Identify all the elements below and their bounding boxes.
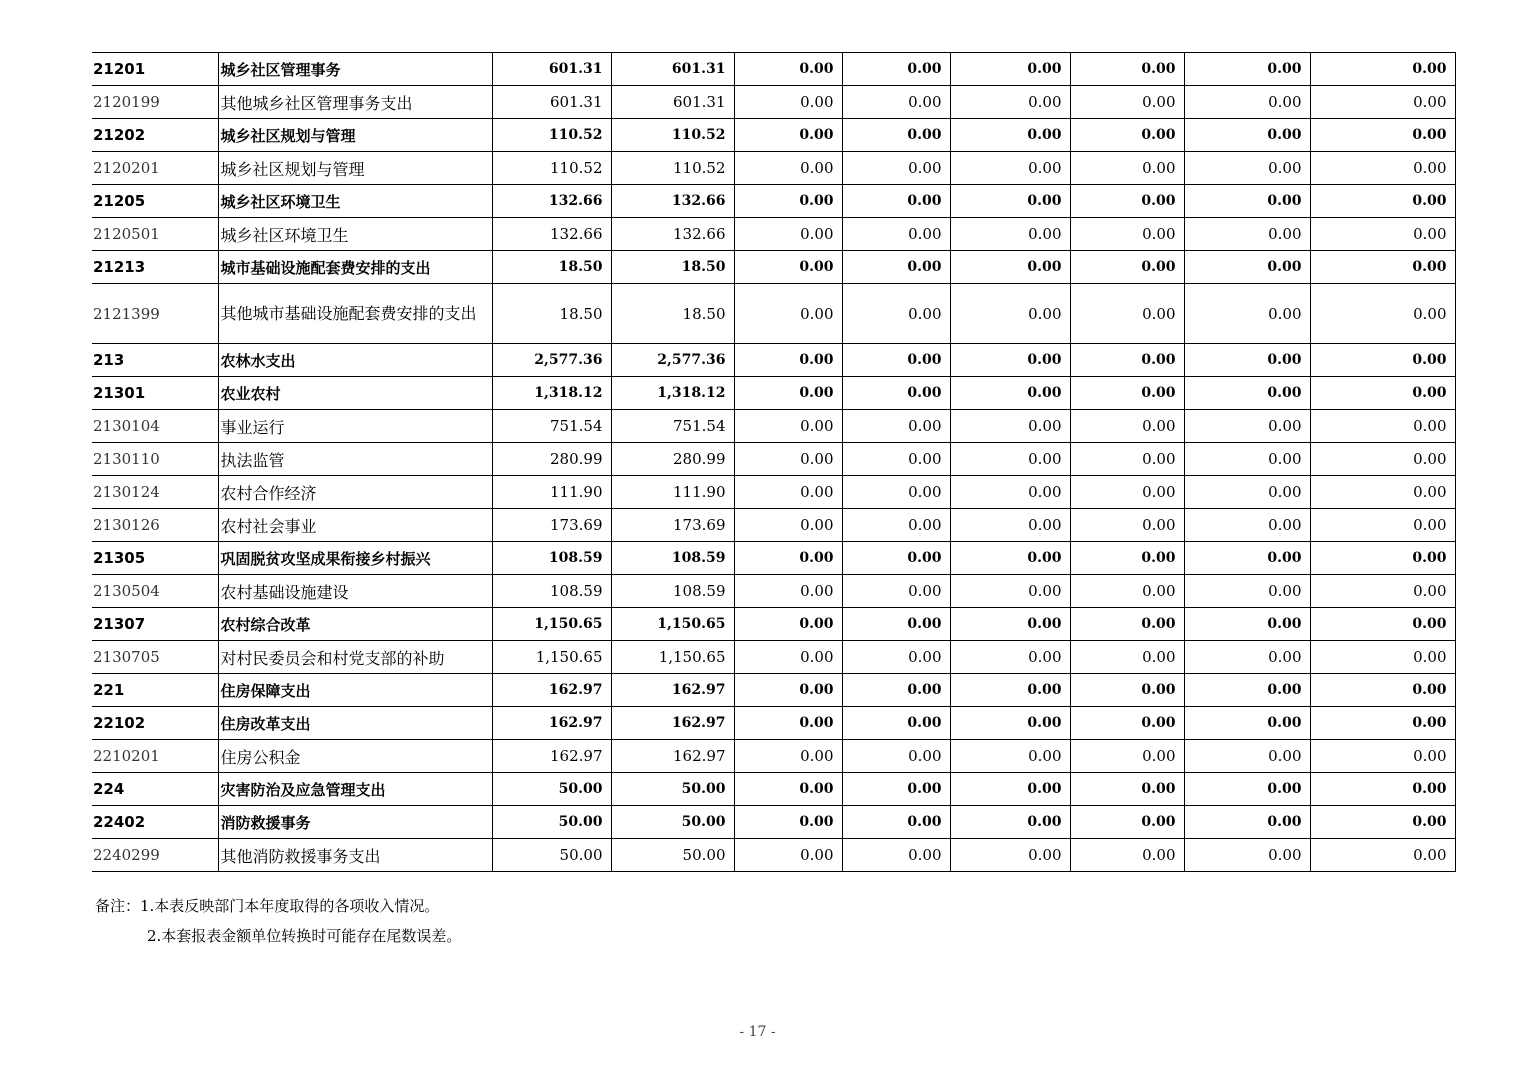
subject-name-cell: 农村综合改革: [218, 608, 492, 641]
subject-code-cell: 2130504: [92, 575, 218, 608]
amount-cell: 0.00: [1310, 608, 1455, 641]
amount-cell: 0.00: [950, 674, 1070, 707]
table-row: [92, 641, 1455, 674]
amount-cell: 0.00: [1070, 443, 1184, 476]
amount-cell: 0.00: [1070, 806, 1184, 839]
amount-cell: 0.00: [1070, 86, 1184, 119]
amount-cell: 110.52: [611, 119, 734, 152]
amount-cell: 0.00: [842, 674, 950, 707]
amount-cell: 0.00: [1070, 284, 1184, 344]
amount-cell: 0.00: [1310, 152, 1455, 185]
amount-cell: 280.99: [611, 443, 734, 476]
table-row: [92, 53, 1455, 86]
amount-cell: 0.00: [1184, 344, 1310, 377]
subject-name-cell: 城乡社区规划与管理: [218, 119, 492, 152]
table-row: [92, 674, 1455, 707]
amount-cell: 18.50: [492, 251, 611, 284]
amount-cell: 0.00: [1184, 185, 1310, 218]
amount-cell: 0.00: [1310, 119, 1455, 152]
subject-name-cell: 农林水支出: [218, 344, 492, 377]
amount-cell: 0.00: [1310, 377, 1455, 410]
amount-cell: 0.00: [950, 707, 1070, 740]
amount-cell: 18.50: [492, 284, 611, 344]
table-row: [92, 509, 1455, 542]
amount-cell: 0.00: [1070, 185, 1184, 218]
subject-code-cell: 2240299: [92, 839, 218, 872]
amount-cell: 0.00: [1184, 284, 1310, 344]
amount-cell: 50.00: [611, 773, 734, 806]
amount-cell: 0.00: [1184, 641, 1310, 674]
amount-cell: 111.90: [611, 476, 734, 509]
amount-cell: 1,150.65: [611, 608, 734, 641]
amount-cell: 0.00: [950, 641, 1070, 674]
table-body: [92, 53, 1455, 872]
amount-cell: 0.00: [950, 119, 1070, 152]
amount-cell: 0.00: [842, 740, 950, 773]
amount-cell: 18.50: [611, 284, 734, 344]
amount-cell: 0.00: [1310, 707, 1455, 740]
amount-cell: 0.00: [950, 443, 1070, 476]
subject-name-cell: 农村社会事业: [218, 509, 492, 542]
amount-cell: 0.00: [734, 284, 842, 344]
amount-cell: 751.54: [492, 410, 611, 443]
amount-cell: 601.31: [492, 86, 611, 119]
amount-cell: 0.00: [734, 152, 842, 185]
amount-cell: 0.00: [1070, 740, 1184, 773]
table-row: [92, 707, 1455, 740]
amount-cell: 0.00: [734, 218, 842, 251]
amount-cell: 0.00: [842, 410, 950, 443]
amount-cell: 0.00: [842, 806, 950, 839]
amount-cell: 0.00: [1070, 839, 1184, 872]
subject-name-cell: 住房公积金: [218, 740, 492, 773]
amount-cell: 110.52: [611, 152, 734, 185]
amount-cell: 0.00: [734, 476, 842, 509]
amount-cell: 0.00: [950, 740, 1070, 773]
amount-cell: 0.00: [734, 806, 842, 839]
table-row: [92, 740, 1455, 773]
amount-cell: 0.00: [1310, 344, 1455, 377]
amount-cell: 0.00: [1310, 443, 1455, 476]
amount-cell: 0.00: [734, 377, 842, 410]
page-number: - 17 -: [739, 1024, 776, 1040]
amount-cell: 0.00: [950, 476, 1070, 509]
subject-code-cell: 2121399: [92, 284, 218, 344]
amount-cell: 0.00: [1184, 608, 1310, 641]
amount-cell: 0.00: [842, 86, 950, 119]
subject-code-cell: 224: [92, 773, 218, 806]
amount-cell: 0.00: [734, 509, 842, 542]
subject-name-cell: 灾害防治及应急管理支出: [218, 773, 492, 806]
amount-cell: 0.00: [950, 575, 1070, 608]
table-row: [92, 410, 1455, 443]
subject-code-cell: 2120201: [92, 152, 218, 185]
amount-cell: 0.00: [1184, 218, 1310, 251]
amount-cell: 0.00: [1070, 218, 1184, 251]
subject-name-cell: 对村民委员会和村党支部的补助: [218, 641, 492, 674]
amount-cell: 0.00: [734, 608, 842, 641]
amount-cell: 0.00: [842, 251, 950, 284]
amount-cell: 108.59: [492, 542, 611, 575]
amount-cell: 0.00: [1070, 773, 1184, 806]
amount-cell: 132.66: [611, 185, 734, 218]
subject-code-cell: 2130126: [92, 509, 218, 542]
subject-code-cell: 21202: [92, 119, 218, 152]
subject-code-cell: 2130104: [92, 410, 218, 443]
amount-cell: 601.31: [611, 53, 734, 86]
amount-cell: 173.69: [611, 509, 734, 542]
subject-code-cell: 21201: [92, 53, 218, 86]
amount-cell: 0.00: [842, 773, 950, 806]
amount-cell: 0.00: [734, 641, 842, 674]
amount-cell: 0.00: [1310, 740, 1455, 773]
subject-name-cell: 城乡社区规划与管理: [218, 152, 492, 185]
subject-code-cell: 21301: [92, 377, 218, 410]
amount-cell: 0.00: [950, 806, 1070, 839]
subject-name-cell: 城市基础设施配套费安排的支出: [218, 251, 492, 284]
amount-cell: 0.00: [1184, 707, 1310, 740]
amount-cell: 162.97: [611, 674, 734, 707]
amount-cell: 0.00: [950, 839, 1070, 872]
budget-table: [92, 52, 1456, 872]
amount-cell: 0.00: [842, 344, 950, 377]
amount-cell: 0.00: [950, 542, 1070, 575]
subject-name-cell: 事业运行: [218, 410, 492, 443]
amount-cell: 0.00: [1070, 344, 1184, 377]
amount-cell: 0.00: [1184, 542, 1310, 575]
table-row: [92, 284, 1455, 344]
amount-cell: 0.00: [842, 119, 950, 152]
amount-cell: 0.00: [950, 377, 1070, 410]
amount-cell: 0.00: [842, 509, 950, 542]
table-row: [92, 443, 1455, 476]
amount-cell: 1,150.65: [492, 641, 611, 674]
amount-cell: 0.00: [1070, 707, 1184, 740]
subject-name-cell: 农村基础设施建设: [218, 575, 492, 608]
amount-cell: 0.00: [1184, 806, 1310, 839]
table-row: [92, 185, 1455, 218]
amount-cell: 0.00: [1184, 410, 1310, 443]
amount-cell: 162.97: [611, 707, 734, 740]
amount-cell: 50.00: [492, 806, 611, 839]
amount-cell: 132.66: [492, 185, 611, 218]
amount-cell: 132.66: [611, 218, 734, 251]
amount-cell: 0.00: [1310, 476, 1455, 509]
table-row: [92, 542, 1455, 575]
amount-cell: 108.59: [611, 575, 734, 608]
subject-code-cell: 2130124: [92, 476, 218, 509]
subject-code-cell: 2210201: [92, 740, 218, 773]
subject-code-cell: 2130110: [92, 443, 218, 476]
amount-cell: 0.00: [842, 218, 950, 251]
amount-cell: 0.00: [842, 377, 950, 410]
amount-cell: 110.52: [492, 119, 611, 152]
amount-cell: 0.00: [950, 251, 1070, 284]
subject-name-cell: 其他城市基础设施配套费安排的支出: [218, 284, 492, 344]
amount-cell: 601.31: [611, 86, 734, 119]
amount-cell: 0.00: [1184, 773, 1310, 806]
table-row: [92, 773, 1455, 806]
amount-cell: 0.00: [842, 707, 950, 740]
amount-cell: 0.00: [842, 542, 950, 575]
subject-name-cell: 其他消防救援事务支出: [218, 839, 492, 872]
amount-cell: 0.00: [1310, 284, 1455, 344]
subject-code-cell: 221: [92, 674, 218, 707]
subject-code-cell: 2120199: [92, 86, 218, 119]
amount-cell: 18.50: [611, 251, 734, 284]
amount-cell: 0.00: [1070, 575, 1184, 608]
amount-cell: 0.00: [1310, 53, 1455, 86]
amount-cell: 0.00: [950, 185, 1070, 218]
amount-cell: 0.00: [734, 839, 842, 872]
amount-cell: 0.00: [1070, 410, 1184, 443]
amount-cell: 0.00: [1310, 839, 1455, 872]
amount-cell: 50.00: [492, 773, 611, 806]
amount-cell: 0.00: [1070, 542, 1184, 575]
amount-cell: 0.00: [842, 839, 950, 872]
subject-name-cell: 农村合作经济: [218, 476, 492, 509]
subject-name-cell: 消防救援事务: [218, 806, 492, 839]
subject-code-cell: 22102: [92, 707, 218, 740]
amount-cell: 0.00: [1310, 674, 1455, 707]
amount-cell: 0.00: [734, 707, 842, 740]
amount-cell: 0.00: [950, 773, 1070, 806]
amount-cell: 0.00: [1310, 542, 1455, 575]
amount-cell: 162.97: [492, 707, 611, 740]
table-row: [92, 476, 1455, 509]
amount-cell: 0.00: [1070, 251, 1184, 284]
amount-cell: 0.00: [734, 119, 842, 152]
subject-name-cell: 农业农村: [218, 377, 492, 410]
amount-cell: 601.31: [492, 53, 611, 86]
subject-code-cell: 213: [92, 344, 218, 377]
amount-cell: 0.00: [734, 251, 842, 284]
table-row: [92, 608, 1455, 641]
table-row: [92, 152, 1455, 185]
amount-cell: 0.00: [1184, 119, 1310, 152]
subject-code-cell: 21305: [92, 542, 218, 575]
amount-cell: 162.97: [492, 740, 611, 773]
amount-cell: 108.59: [611, 542, 734, 575]
subject-name-cell: 巩固脱贫攻坚成果衔接乡村振兴: [218, 542, 492, 575]
amount-cell: 110.52: [492, 152, 611, 185]
amount-cell: 1,150.65: [611, 641, 734, 674]
amount-cell: 0.00: [842, 443, 950, 476]
amount-cell: 0.00: [734, 740, 842, 773]
subject-name-cell: 城乡社区管理事务: [218, 53, 492, 86]
amount-cell: 0.00: [842, 476, 950, 509]
amount-cell: 1,318.12: [492, 377, 611, 410]
amount-cell: 0.00: [950, 608, 1070, 641]
subject-name-cell: 执法监管: [218, 443, 492, 476]
amount-cell: 0.00: [1070, 641, 1184, 674]
subject-code-cell: 2130705: [92, 641, 218, 674]
amount-cell: 2,577.36: [611, 344, 734, 377]
amount-cell: 0.00: [842, 53, 950, 86]
subject-code-cell: 21205: [92, 185, 218, 218]
subject-name-cell: 其他城乡社区管理事务支出: [218, 86, 492, 119]
amount-cell: 0.00: [1184, 575, 1310, 608]
subject-code-cell: 22402: [92, 806, 218, 839]
amount-cell: 0.00: [950, 218, 1070, 251]
amount-cell: 0.00: [842, 575, 950, 608]
amount-cell: 0.00: [1310, 185, 1455, 218]
amount-cell: 0.00: [1310, 575, 1455, 608]
table-row: [92, 251, 1455, 284]
amount-cell: 111.90: [492, 476, 611, 509]
amount-cell: 0.00: [1070, 476, 1184, 509]
amount-cell: 280.99: [492, 443, 611, 476]
amount-cell: 0.00: [734, 542, 842, 575]
notes: [95, 891, 461, 951]
amount-cell: 108.59: [492, 575, 611, 608]
subject-code-cell: 21307: [92, 608, 218, 641]
note-line-2: 2.本套报表金额单位转换时可能存在尾数误差。: [147, 927, 462, 945]
amount-cell: 0.00: [1184, 740, 1310, 773]
amount-cell: 0.00: [734, 410, 842, 443]
table-row: [92, 119, 1455, 152]
amount-cell: 0.00: [950, 53, 1070, 86]
amount-cell: 1,318.12: [611, 377, 734, 410]
amount-cell: 0.00: [1310, 641, 1455, 674]
amount-cell: 0.00: [842, 185, 950, 218]
amount-cell: 0.00: [842, 608, 950, 641]
amount-cell: 0.00: [734, 344, 842, 377]
subject-name-cell: 城乡社区环境卫生: [218, 218, 492, 251]
table-row: [92, 806, 1455, 839]
amount-cell: 0.00: [1184, 53, 1310, 86]
table-row: [92, 377, 1455, 410]
subject-code-cell: 21213: [92, 251, 218, 284]
amount-cell: 0.00: [1310, 509, 1455, 542]
amount-cell: 0.00: [950, 410, 1070, 443]
amount-cell: 0.00: [734, 575, 842, 608]
table-row: [92, 839, 1455, 872]
amount-cell: 0.00: [842, 284, 950, 344]
amount-cell: 173.69: [492, 509, 611, 542]
amount-cell: 0.00: [734, 674, 842, 707]
amount-cell: 0.00: [734, 773, 842, 806]
amount-cell: 0.00: [1184, 251, 1310, 284]
amount-cell: 0.00: [1310, 86, 1455, 119]
amount-cell: 2,577.36: [492, 344, 611, 377]
amount-cell: 50.00: [492, 839, 611, 872]
amount-cell: 0.00: [950, 509, 1070, 542]
amount-cell: 0.00: [1184, 443, 1310, 476]
amount-cell: 50.00: [611, 839, 734, 872]
amount-cell: 0.00: [1184, 152, 1310, 185]
amount-cell: 0.00: [1184, 674, 1310, 707]
amount-cell: 0.00: [1184, 86, 1310, 119]
amount-cell: 162.97: [492, 674, 611, 707]
amount-cell: 0.00: [1070, 119, 1184, 152]
amount-cell: 0.00: [1070, 509, 1184, 542]
amount-cell: 751.54: [611, 410, 734, 443]
amount-cell: 0.00: [1070, 608, 1184, 641]
amount-cell: 0.00: [1310, 251, 1455, 284]
amount-cell: 0.00: [1070, 53, 1184, 86]
amount-cell: 0.00: [1310, 773, 1455, 806]
subject-name-cell: 城乡社区环境卫生: [218, 185, 492, 218]
subject-code-cell: 2120501: [92, 218, 218, 251]
amount-cell: 0.00: [734, 86, 842, 119]
amount-cell: 1,150.65: [492, 608, 611, 641]
table-row: [92, 218, 1455, 251]
amount-cell: 0.00: [1184, 509, 1310, 542]
amount-cell: 50.00: [611, 806, 734, 839]
amount-cell: 0.00: [950, 86, 1070, 119]
amount-cell: 0.00: [842, 641, 950, 674]
amount-cell: 0.00: [1184, 377, 1310, 410]
amount-cell: 0.00: [1184, 839, 1310, 872]
amount-cell: 0.00: [842, 152, 950, 185]
amount-cell: 0.00: [734, 443, 842, 476]
amount-cell: 0.00: [950, 284, 1070, 344]
table-row: [92, 575, 1455, 608]
subject-name-cell: 住房保障支出: [218, 674, 492, 707]
amount-cell: 0.00: [950, 344, 1070, 377]
amount-cell: 0.00: [1310, 410, 1455, 443]
amount-cell: 0.00: [1310, 218, 1455, 251]
table-row: [92, 344, 1455, 377]
amount-cell: 0.00: [734, 185, 842, 218]
amount-cell: 0.00: [1070, 377, 1184, 410]
subject-name-cell: 住房改革支出: [218, 707, 492, 740]
note-line-1: 备注：1.本表反映部门本年度取得的各项收入情况。: [95, 897, 440, 915]
amount-cell: 0.00: [1070, 674, 1184, 707]
table-row: [92, 86, 1455, 119]
amount-cell: 0.00: [950, 152, 1070, 185]
amount-cell: 0.00: [1184, 476, 1310, 509]
amount-cell: 0.00: [734, 53, 842, 86]
amount-cell: 132.66: [492, 218, 611, 251]
amount-cell: 162.97: [611, 740, 734, 773]
amount-cell: 0.00: [1310, 806, 1455, 839]
amount-cell: 0.00: [1070, 152, 1184, 185]
